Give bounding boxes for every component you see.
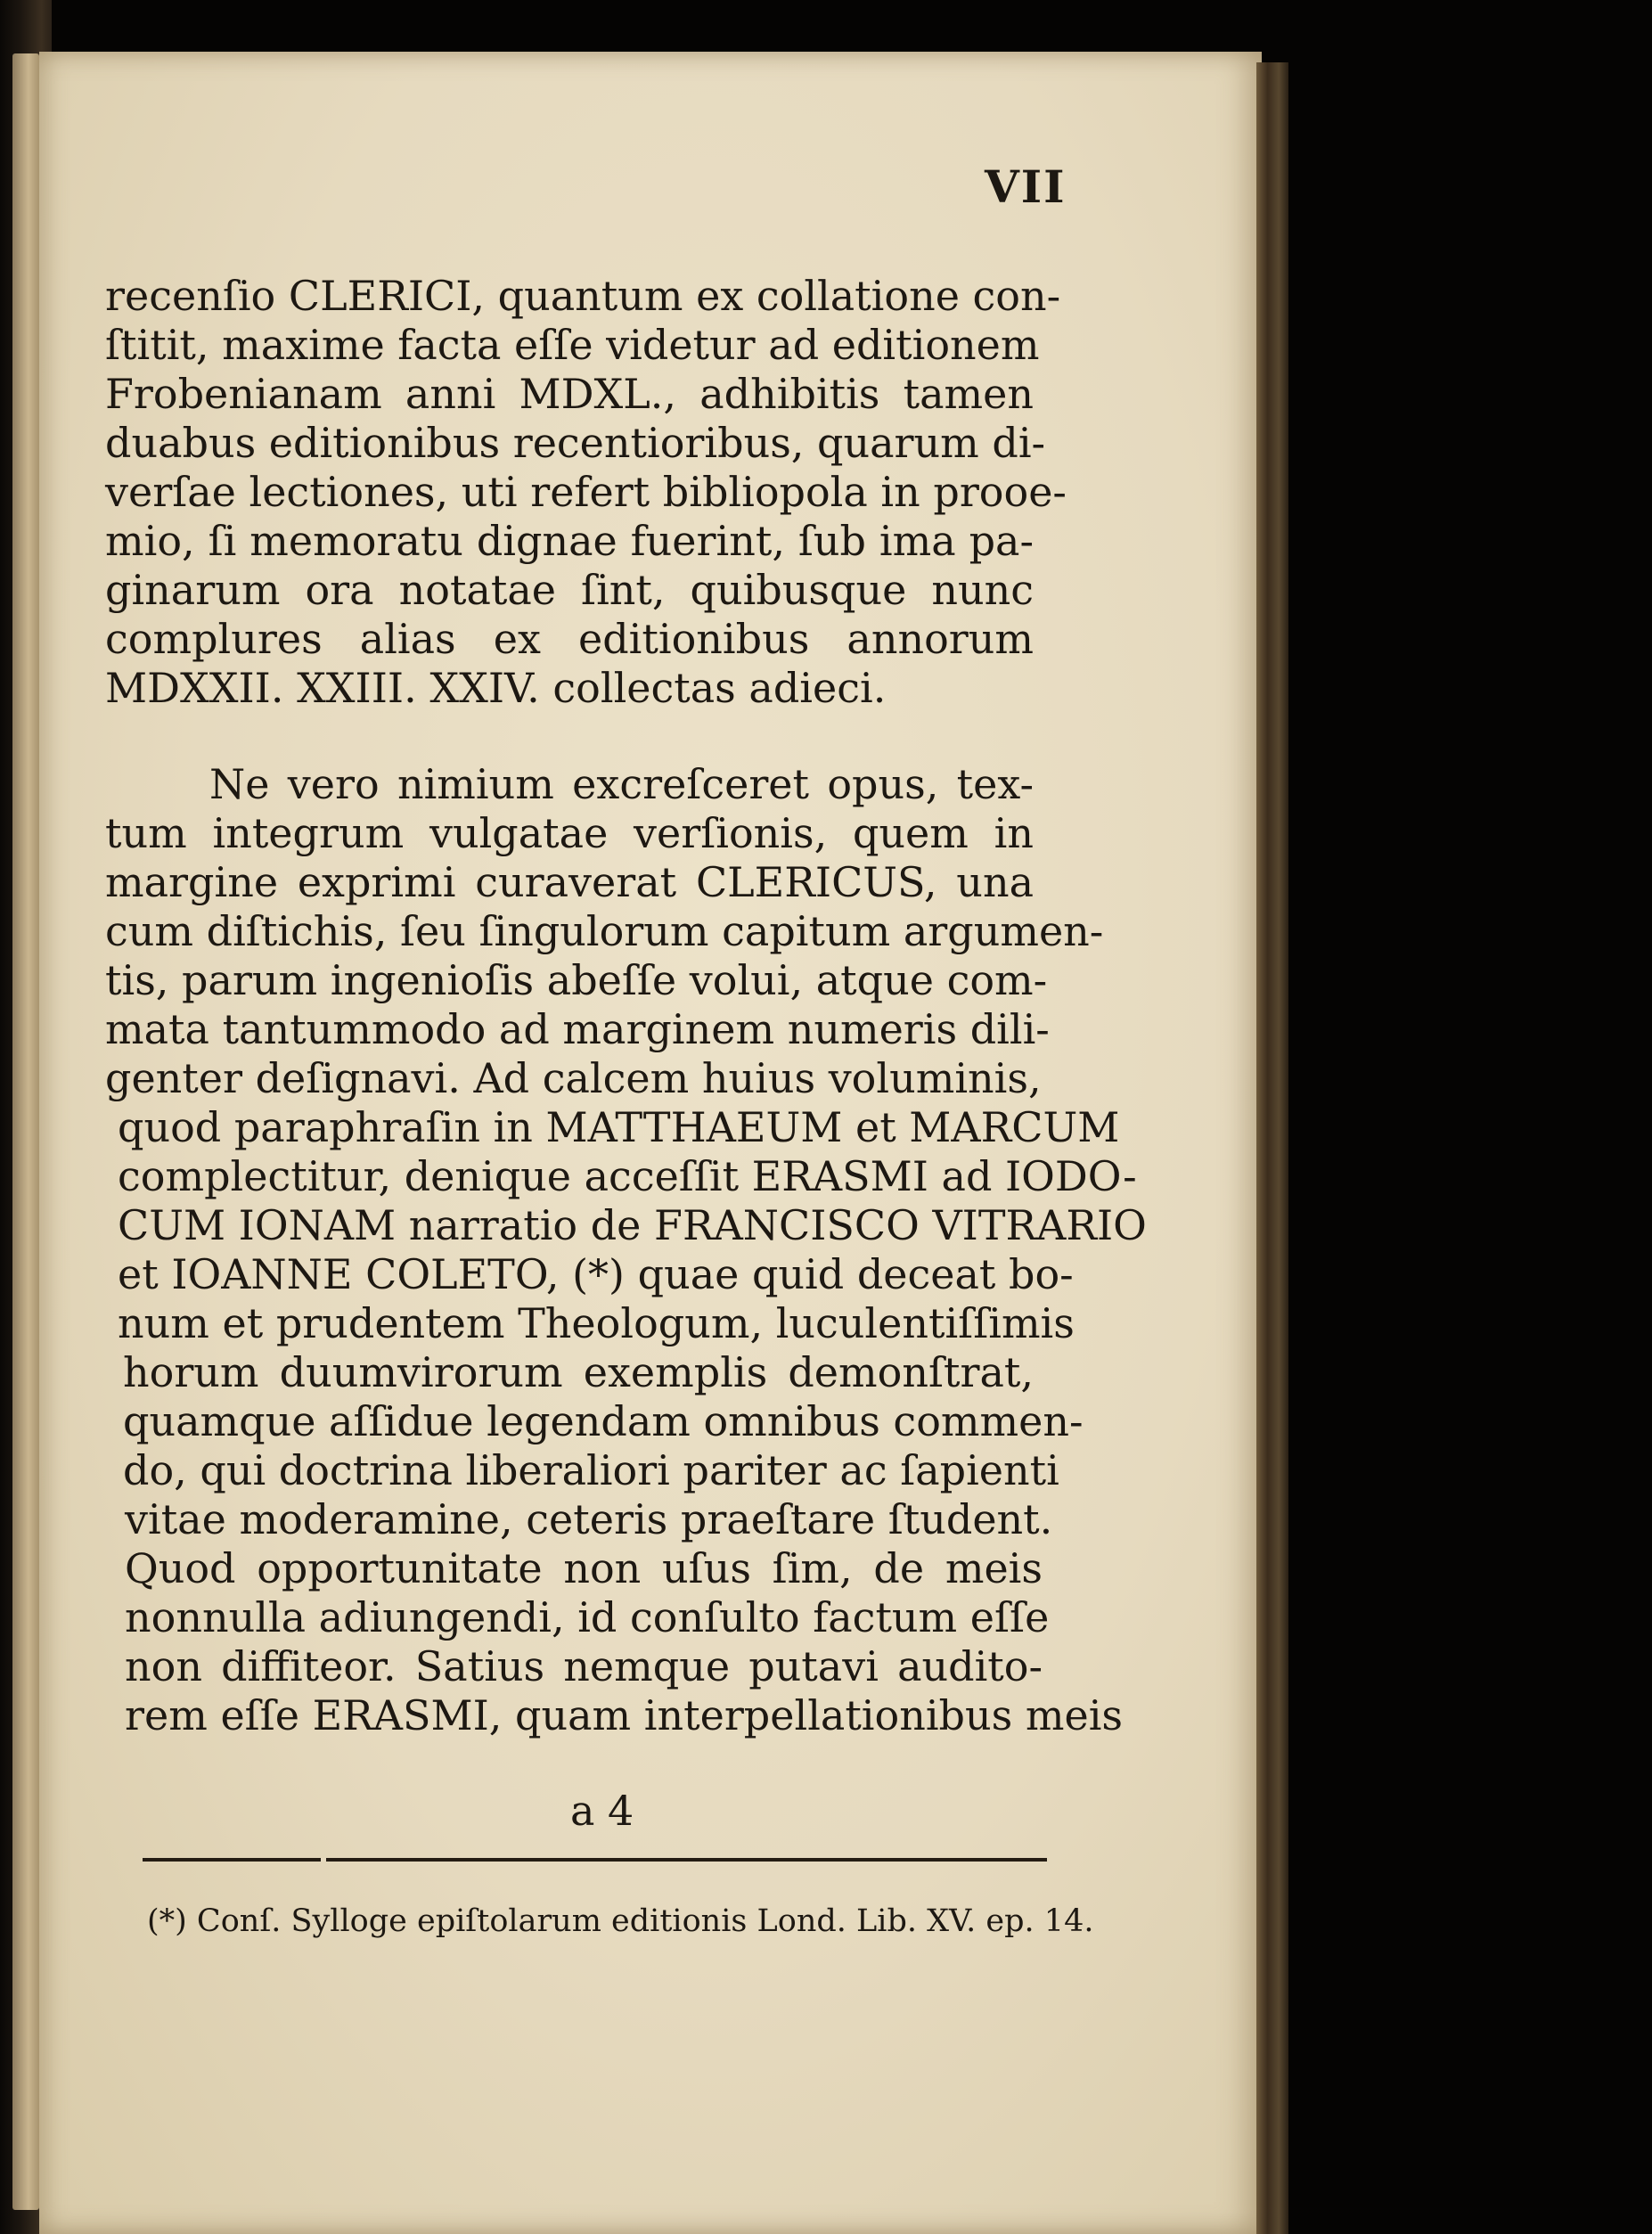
body-line: rem eſſe ERASMI, quam interpellationibus meis [125, 1691, 1124, 1739]
body-line: vitae moderamine, ceteris praeſtare ſtudent. [125, 1495, 1053, 1543]
body-line: CUM IONAM narratio de FRANCISCO VITRARIO [118, 1201, 1147, 1249]
body-line: ginarum ora notatae ſint, quibusque nunc [105, 566, 1034, 614]
body-line: complectitur, denique acceſſit ERASMI ad IODO- [118, 1152, 1137, 1200]
paragraph-first-line: Ne vero nimium excreſceret opus, tex- [209, 760, 1034, 808]
body-line: mio, ſi memoratu dignae fuerint, ſub ima pa- [105, 517, 1034, 565]
body-line: horum duumvirorum exemplis demonſtrat, [123, 1348, 1034, 1396]
body-line: cum diſtichis, ſeu ſingulorum capitum argumen- [105, 907, 1104, 955]
body-line: Frobenianam anni MDXL., adhibitis tamen [105, 370, 1034, 418]
body-line: et IOANNE COLETO, (*) quae quid deceat bo- [118, 1250, 1074, 1298]
body-line: verſae lectiones, uti refert bibliopola in prooe- [105, 468, 1067, 516]
body-line: tum integrum vulgatae verſionis, quem in [105, 809, 1034, 857]
body-line: mata tantummodo ad marginem numeris dili- [105, 1005, 1050, 1053]
body-line: quod paraphraſin in MATTHAEUM et MARCUM [118, 1103, 1120, 1151]
body-line: num et prudentem Theologum, luculentiſſimis [118, 1299, 1075, 1347]
body-line: tis, parum ingenioſis abeſſe volui, atque com- [105, 956, 1048, 1004]
body-line: Quod opportunitate non uſus ſim, de meis [125, 1544, 1043, 1592]
body-line: MDXXII. XXIII. XXIV. collectas adieci. [105, 664, 887, 712]
body-line: margine exprimi curaverat CLERICUS, una [105, 858, 1034, 906]
body-line: duabus editionibus recentioribus, quarum di- [105, 419, 1046, 467]
body-line: complures alias ex editionibus annorum [105, 615, 1034, 663]
body-line: nonnulla adiungendi, id conſulto factum eſſe [125, 1593, 1050, 1641]
body-line: genter deſignavi. Ad calcem huius voluminis, [105, 1054, 1042, 1102]
body-line: do, qui doctrina liberaliori pariter ac ſapienti [123, 1446, 1059, 1494]
body-line: non diffiteor. Satius nemque putavi audito- [125, 1642, 1043, 1690]
footnote-rule [143, 1858, 1047, 1862]
signature-mark: a 4 [570, 1787, 634, 1835]
footnote: (*) Conſ. Sylloge epiſtolarum editionis Lond. Lib. XV. ep. 14. [147, 1903, 1094, 1939]
page-number: VII [985, 160, 1067, 213]
body-line: recenſio CLERICI, quantum ex collatione con- [105, 272, 1061, 320]
body-line: ſtitit, maxime facta eſſe videtur ad editionem [105, 321, 1040, 369]
footnote-rule-gap [321, 1858, 326, 1862]
body-line: quamque aſſidue legendam omnibus commen- [123, 1397, 1084, 1445]
